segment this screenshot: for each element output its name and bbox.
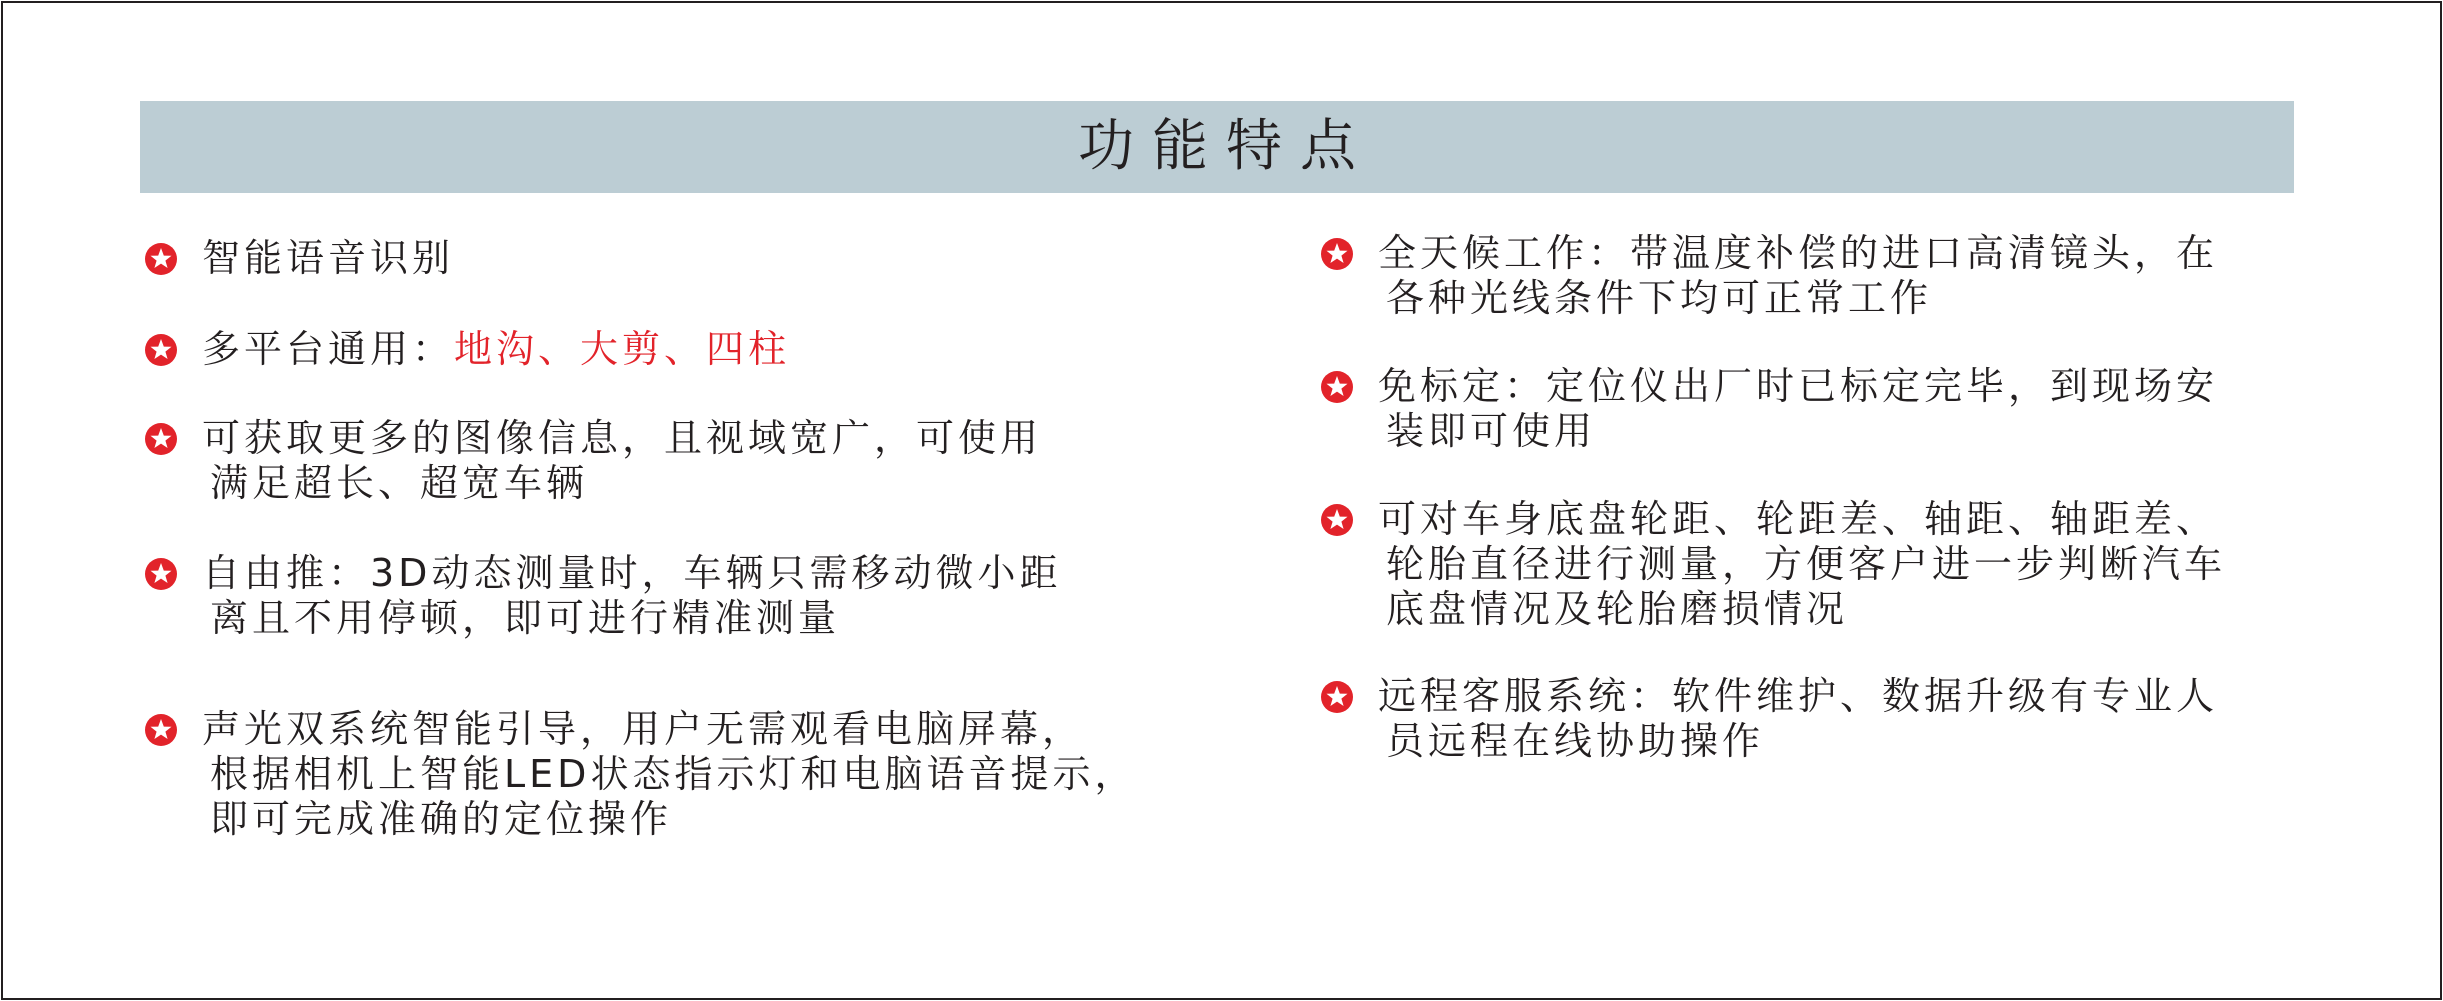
star-bullet-icon	[1320, 370, 1354, 404]
feature-text: 可对车身底盘轮距、轮距差、轴距、轴距差、	[1378, 497, 2219, 541]
feature-text: 自由推：3D动态测量时，车辆只需移动微小距	[202, 551, 1062, 595]
feature-text: 员远程在线协助操作	[1386, 719, 1765, 763]
feature-text: 声光双系统智能引导，用户无需观看电脑屏幕，	[202, 707, 1085, 751]
star-bullet-icon	[1320, 680, 1354, 714]
star-bullet-icon	[144, 333, 178, 367]
star-bullet-icon	[144, 557, 178, 591]
feature-item	[144, 551, 1061, 641]
page-title: 功能特点	[1078, 114, 1374, 179]
feature-item	[144, 327, 790, 372]
star-bullet-icon	[144, 713, 178, 747]
star-bullet-icon	[144, 242, 178, 276]
title-banner	[140, 101, 2294, 193]
feature-highlight: 地沟、大剪、四柱	[454, 327, 791, 371]
feature-item	[144, 416, 1042, 506]
star-bullet-icon	[1320, 237, 1354, 271]
feature-text: 智能语音识别	[202, 236, 455, 280]
feature-text: 可获取更多的图像信息，且视域宽广，可使用	[202, 416, 1043, 460]
feature-text: 根据相机上智能LED状态指示灯和电脑语音提示，	[210, 752, 1137, 796]
feature-item	[1320, 674, 2218, 764]
feature-text: 免标定：定位仪出厂时已标定完毕，到现场安	[1378, 364, 2219, 408]
feature-text: 各种光线条件下均可正常工作	[1386, 276, 1933, 320]
feature-text: 轮胎直径进行测量，方便客户进一步判断汽车	[1386, 542, 2227, 586]
feature-text	[144, 327, 790, 372]
feature-text: 离且不用停顿，即可进行精准测量	[210, 596, 841, 640]
feature-item	[1320, 497, 2226, 632]
feature-prefix: 多平台通用：	[202, 327, 455, 371]
star-bullet-icon	[144, 422, 178, 456]
feature-text: 满足超长、超宽车辆	[210, 461, 589, 505]
feature-text: 远程客服系统：软件维护、数据升级有专业人	[1378, 674, 2219, 718]
star-bullet-icon	[1320, 503, 1354, 537]
feature-text: 全天候工作：带温度补偿的进口高清镜头，在	[1378, 231, 2219, 275]
feature-text: 底盘情况及轮胎磨损情况	[1386, 587, 1849, 631]
feature-text: 即可完成准确的定位操作	[210, 797, 673, 841]
feature-item	[1320, 231, 2218, 321]
feature-item	[144, 707, 1136, 842]
feature-item	[144, 236, 454, 281]
feature-text: 装即可使用	[1386, 409, 1597, 453]
feature-item	[1320, 364, 2218, 454]
